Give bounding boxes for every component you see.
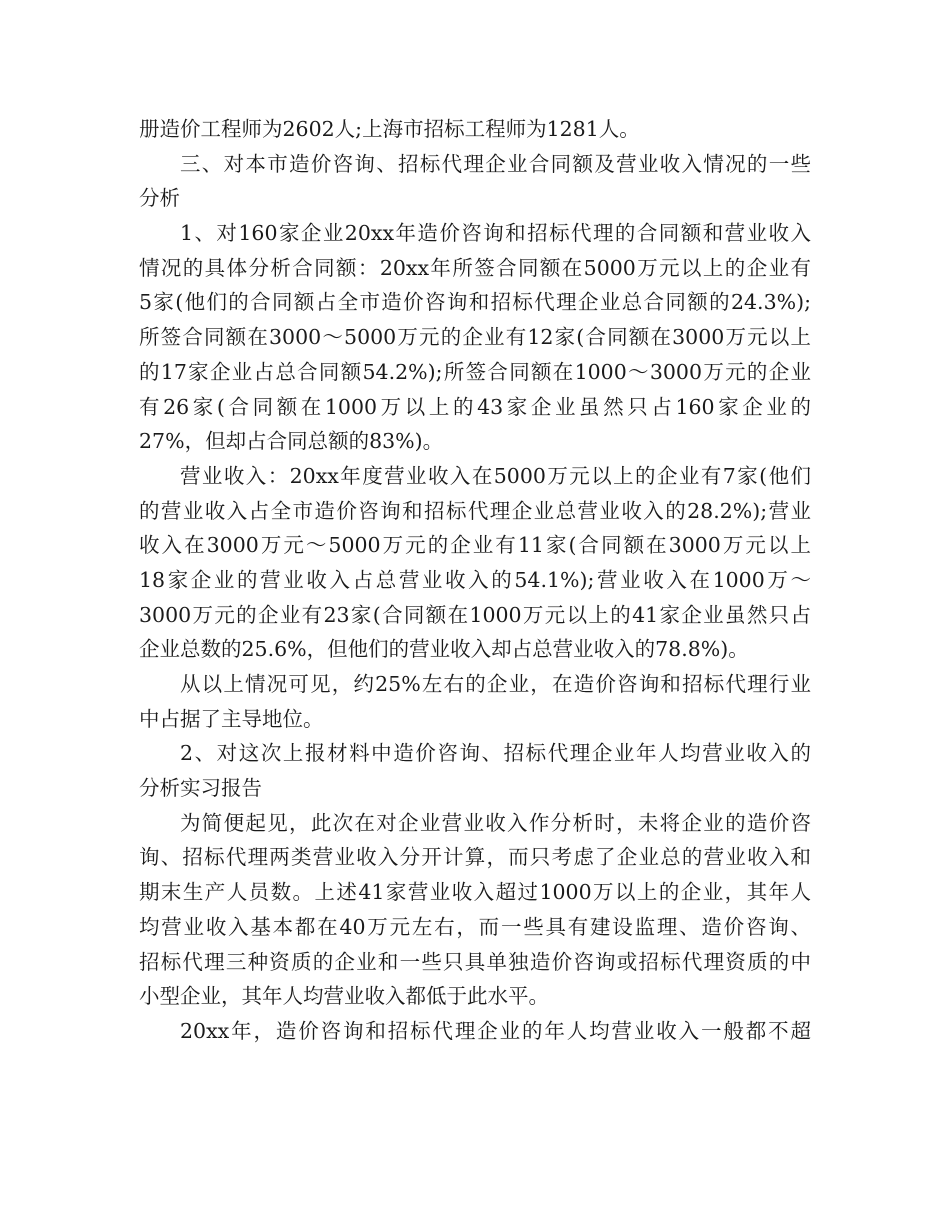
text-line: 为简便起见，此次在对企业营业收入作分析时，未将企业的造价咨 xyxy=(180,810,811,835)
text-line: 企业总数的25.6%，但他们的营业收入却占总营业收入的78.8%)。 xyxy=(139,637,749,662)
text-line: 27%，但却占合同总额的83%)。 xyxy=(139,429,444,454)
text-line: 3000万元的企业有23家(合同额在1000万元以上的41家企业虽然只占 xyxy=(139,602,811,627)
text-line: 三、对本市造价咨询、招标代理企业合同额及营业收入情况的一些 xyxy=(180,151,811,176)
text-line: 询、招标代理两类营业收入分开计算，而只考虑了企业总的营业收入和 xyxy=(139,845,811,870)
text-line: 分析实习报告 xyxy=(139,776,262,801)
text-line: 招标代理三种资质的企业和一些只具单独造价咨询或招标代理资质的中 xyxy=(139,949,811,974)
text-line: 营业收入：20xx年度营业收入在5000万元以上的企业有7家(他们 xyxy=(180,463,811,488)
text-line: 收入在3000万元～5000万元的企业有11家(合同额在3000万元以上 xyxy=(139,533,811,558)
text-line: 小型企业，其年人均营业收入都低于此水平。 xyxy=(139,984,549,1009)
text-line: 20xx年，造价咨询和招标代理企业的年人均营业收入一般都不超 xyxy=(180,1018,811,1043)
text-line: 5家(他们的合同额占全市造价咨询和招标代理企业总合同额的24.3%); xyxy=(139,290,811,315)
text-line: 分析 xyxy=(139,186,180,211)
text-line: 中占据了主导地位。 xyxy=(139,706,324,731)
text-line: 1、对160家企业20xx年造价咨询和招标代理的合同额和营业收入 xyxy=(180,221,811,246)
text-line: 册造价工程师为2602人;上海市招标工程师为1281人。 xyxy=(139,117,640,141)
text-line: 的17家企业占总合同额54.2%);所签合同额在1000～3000万元的企业 xyxy=(139,359,811,384)
text-line: 均营业收入基本都在40万元左右，而一些具有建设监理、造价咨询、 xyxy=(139,914,811,939)
text-line: 情况的具体分析合同额：20xx年所签合同额在5000万元以上的企业有 xyxy=(139,255,811,280)
text-line: 从以上情况可见，约25%左右的企业，在造价咨询和招标代理行业 xyxy=(180,672,811,696)
text-line: 18家企业的营业收入占总营业收入的54.1%);营业收入在1000万～ xyxy=(139,567,811,592)
text-line: 期末生产人员数。上述41家营业收入超过1000万以上的企业，其年人 xyxy=(139,880,811,905)
text-line: 2、对这次上报材料中造价咨询、招标代理企业年人均营业收入的 xyxy=(180,741,811,766)
document-page xyxy=(139,112,811,1049)
text-line: 所签合同额在3000～5000万元的企业有12家(合同额在3000万元以上 xyxy=(139,325,811,350)
text-line: 的营业收入占全市造价咨询和招标代理企业总营业收入的28.2%);营业 xyxy=(139,498,811,523)
text-line: 有26家(合同额在1000万以上的43家企业虽然只占160家企业的 xyxy=(139,394,811,419)
